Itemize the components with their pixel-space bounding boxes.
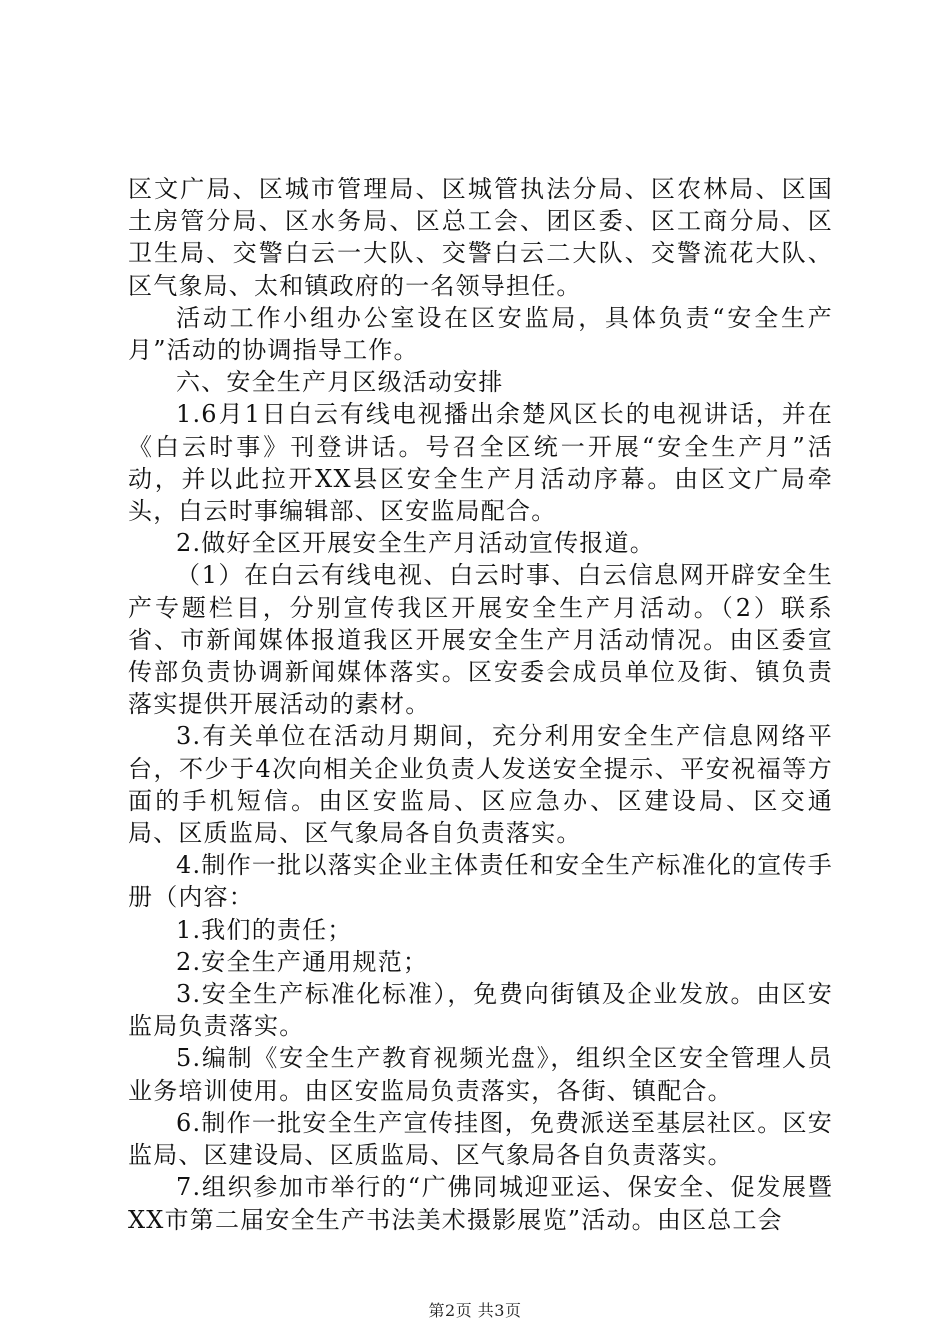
document-body — [128, 173, 833, 1236]
paragraph: 1.6月1日白云有线电视播出余楚风区长的电视讲话，并在《白云时事》刊登讲话。号召全区统一开展“安全生产月”活动，并以此拉开XX县区安全生产月活动序幕。由区文广局牵头，白云时事编辑部、区安监局配合。 — [128, 400, 833, 526]
list-item: 1.我们的责任； — [176, 915, 353, 944]
paragraph: 7.组织参加市举行的“广佛同城迎亚运、保安全、促发展暨XX市第二届安全生产书法美术摄影展览”活动。由区总工会 — [128, 1173, 833, 1234]
paragraph: 4.制作一批以落实企业主体责任和安全生产标准化的宣传手册（内容： — [128, 851, 833, 912]
list-item: 3.安全生产标准化标准），免费向街镇及企业发放。由区安监局负责落实。 — [128, 980, 833, 1041]
paragraph: 3.有关单位在活动月期间，充分利用安全生产信息网络平台，不少于4次向相关企业负责人发送安全提示、平安祝福等方面的手机短信。由区安监局、区应急办、区建设局、区交通局、区质监局、区气象局各自负责落实。 — [128, 722, 833, 848]
paragraph: 5.编制《安全生产教育视频光盘》，组织全区安全管理人员业务培训使用。由区安监局负责落实，各街、镇配合。 — [128, 1044, 833, 1105]
list-item: 2.安全生产通用规范； — [176, 947, 429, 976]
paragraph: 区文广局、区城市管理局、区城管执法分局、区农林局、区国土房管分局、区水务局、区总工会、团区委、区工商分局、区卫生局、交警白云一大队、交警白云二大队、交警流花大队、区气象局、太和镇政府的一名领导担任。 — [128, 175, 833, 300]
paragraph: （1）在白云有线电视、白云时事、白云信息网开辟安全生产专题栏目，分别宣传我区开展安全生产月活动。（2）联系省、市新闻媒体报道我区开展安全生产月活动情况。由区委宣传部负责协调新闻媒体落实。区安委会成员单位及街、镇负责落实提供开展活动的素材。 — [128, 561, 833, 719]
section-heading: 六、安全生产月区级活动安排 — [176, 368, 504, 397]
paragraph: 6.制作一批安全生产宣传挂图，免费派送至基层社区。区安监局、区建设局、区质监局、区气象局各自负责落实。 — [128, 1108, 833, 1170]
paragraph: 2.做好全区开展安全生产月活动宣传报道。 — [176, 529, 655, 558]
paragraph: 活动工作小组办公室设在区安监局，具体负责“安全生产月”活动的协调指导工作。 — [128, 303, 833, 365]
page-number-footer: 第2页 共3页 — [428, 1301, 522, 1320]
